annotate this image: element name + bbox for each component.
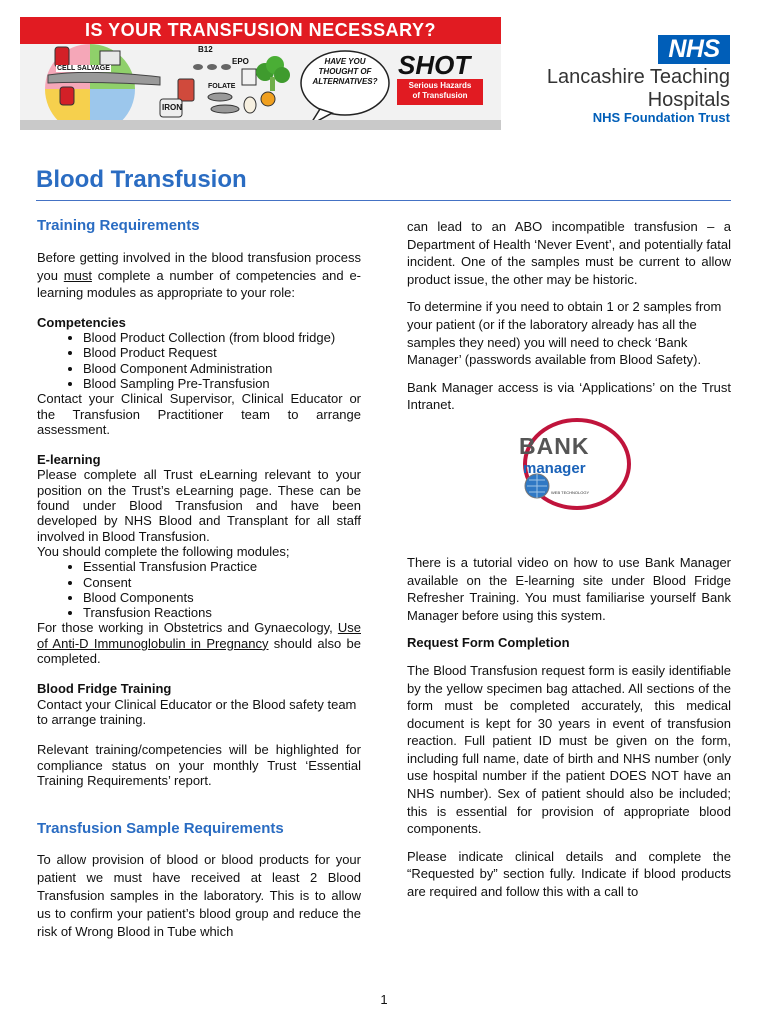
list-item: • Blood Components [83,590,361,605]
epo-label: EPO [232,57,249,66]
cell-salvage-label: CELL SALVAGE [57,65,110,72]
obstetrics-text-part: should also be completed. [37,635,361,667]
training-intro [37,249,361,302]
list-item: • Essential Transfusion Practice [83,559,361,574]
page-number: 1 [380,992,388,1007]
page-title: Blood Transfusion [36,166,247,193]
list-item: • Blood Product Collection (from blood fridge) [83,330,361,345]
fridge-heading: Blood Fridge Training [37,681,172,697]
shot-subtitle-line: Serious Hazards [408,81,472,90]
b12-label: B12 [198,45,213,54]
competencies-contact: Contact your Clinical Supervisor, Clinical Educator or the Transfusion Practitioner team to arrange assessment. [37,391,361,437]
banner-strip [20,120,501,130]
samples-paragraph: To determine if you need to obtain 1 or 2 samples from your patient (or if the laboratory already has all the samples they need) you will need to check ‘Bank Manager’ (passwords available from Blood Safety). [407,299,722,368]
fridge-text: Contact your Clinical Educator or the Blood safety team to arrange training. [37,696,357,727]
obstetrics-text-part: For those working in Obstetrics and Gynaecology, [37,620,338,636]
bank-manager-logo [515,414,635,514]
list-item: • Blood Product Request [83,345,361,360]
competencies-list [37,330,361,391]
bank-logo-sub: WEB TECHNOLOGY [551,489,590,495]
competencies-heading: Competencies [37,314,126,330]
trust-name-line1: Lancashire Teaching [546,66,730,88]
trust-name-line2: Hospitals [647,89,730,111]
folate-label: FOLATE [208,83,236,90]
egg-icon [244,97,256,113]
clinical-details-paragraph: Please indicate clinical details and complete the “Requested by” section fully. Indicate if blood products are required and follow this with a call to [407,848,731,900]
bottle-icon [178,79,194,101]
bubble-text [307,57,383,87]
bank-access-paragraph: Bank Manager access is via ‘Applications’ on the Trust Intranet. [407,379,731,413]
banner-title: IS YOUR TRANSFUSION NECESSARY? [20,17,501,44]
bubble-line: ALTERNATIVES? [312,77,378,86]
relevant-text: Relevant training/competencies will be highlighted for compliance status on your monthly Trust ‘Essential Training Requirements’ report. [37,742,361,788]
modules-list [37,559,361,620]
sample-heading: Transfusion Sample Requirements [37,820,284,838]
fish-icon [208,93,232,101]
nhs-logo: NHS [658,35,730,64]
elearning-text: Please complete all Trust eLearning relevant to your position on the Trust’s eLearning page. These can be found under Blood Transfusion and have been developed by NHS Blood and Transplant for all staff involved in Blood Transfusion. [37,467,361,544]
modules-intro: You should complete the following modules; [37,543,290,559]
left-column [37,218,361,940]
list-item: • Blood Sampling Pre-Transfusion [83,376,361,391]
bubble-line: THOUGHT OF [318,67,372,76]
must-text: must [63,267,92,283]
bank-logo-bank: BANK [519,432,590,459]
abo-paragraph: can lead to an ABO incompatible transfusion – a Department of Health ‘Never Event’, and potentially fatal incident. One of the samples must be current to allow product issue, the other may be historic. [407,219,731,287]
blood-bag-icon [55,47,69,67]
shot-subtitle [397,81,483,101]
right-column [407,218,731,901]
tutorial-paragraph: There is a tutorial video on how to use Bank Manager available on the E-learning site under Blood Fridge Refresher Training. You must familiarise yourself Bank Manager before using this system. [407,554,731,623]
intro-text: complete a number of competencies and e-learning modules as appropriate to your role: [37,267,362,301]
anti-d-link[interactable]: Use of Anti-D Immunoglobulin in Pregnancy [37,620,361,651]
bubble-line: HAVE YOU [324,57,366,66]
iron-label: IRON [162,103,182,112]
elearning-heading: E-learning [37,452,101,468]
shot-logo-text: SHOT [398,50,471,80]
request-heading: Request Form Completion [407,635,570,651]
request-paragraph: The Blood Transfusion request form is easily identifiable by the yellow specimen bag attached. All sections of the form must be completed accurately, this medical document is kept for 30 years in event of transfusion reaction. Full patient ID must be given on the form, including full name, date of birth and NHS number (only use hospital number if the patient DOES NOT have an NHS number). Sex of patient should also be included; this is essential for provision of appropriate blood components. [407,662,731,837]
list-item: • Transfusion Reactions [83,605,361,620]
sample-text: To allow provision of blood or blood products for your patient we must have received at least 2 Blood Transfusion samples in the laboratory. This is to allow us to confirm your patient’s blood group and reduce the risk of Wrong Blood in Tube which [37,852,361,939]
list-item: • Consent [83,575,361,590]
training-heading: Training Requirements [37,217,200,234]
title-divider [36,200,731,201]
obstetrics-text [37,620,361,666]
intro-text: Before getting involved in the blood transfusion process you [37,250,361,283]
trust-subtitle: NHS Foundation Trust [592,110,730,122]
bank-logo-manager: manager [523,459,586,477]
trust-name [547,66,730,112]
transfusion-banner [20,17,501,130]
list-item: • Blood Component Administration [83,361,361,376]
shot-subtitle-line: of Transfusion [412,91,468,100]
